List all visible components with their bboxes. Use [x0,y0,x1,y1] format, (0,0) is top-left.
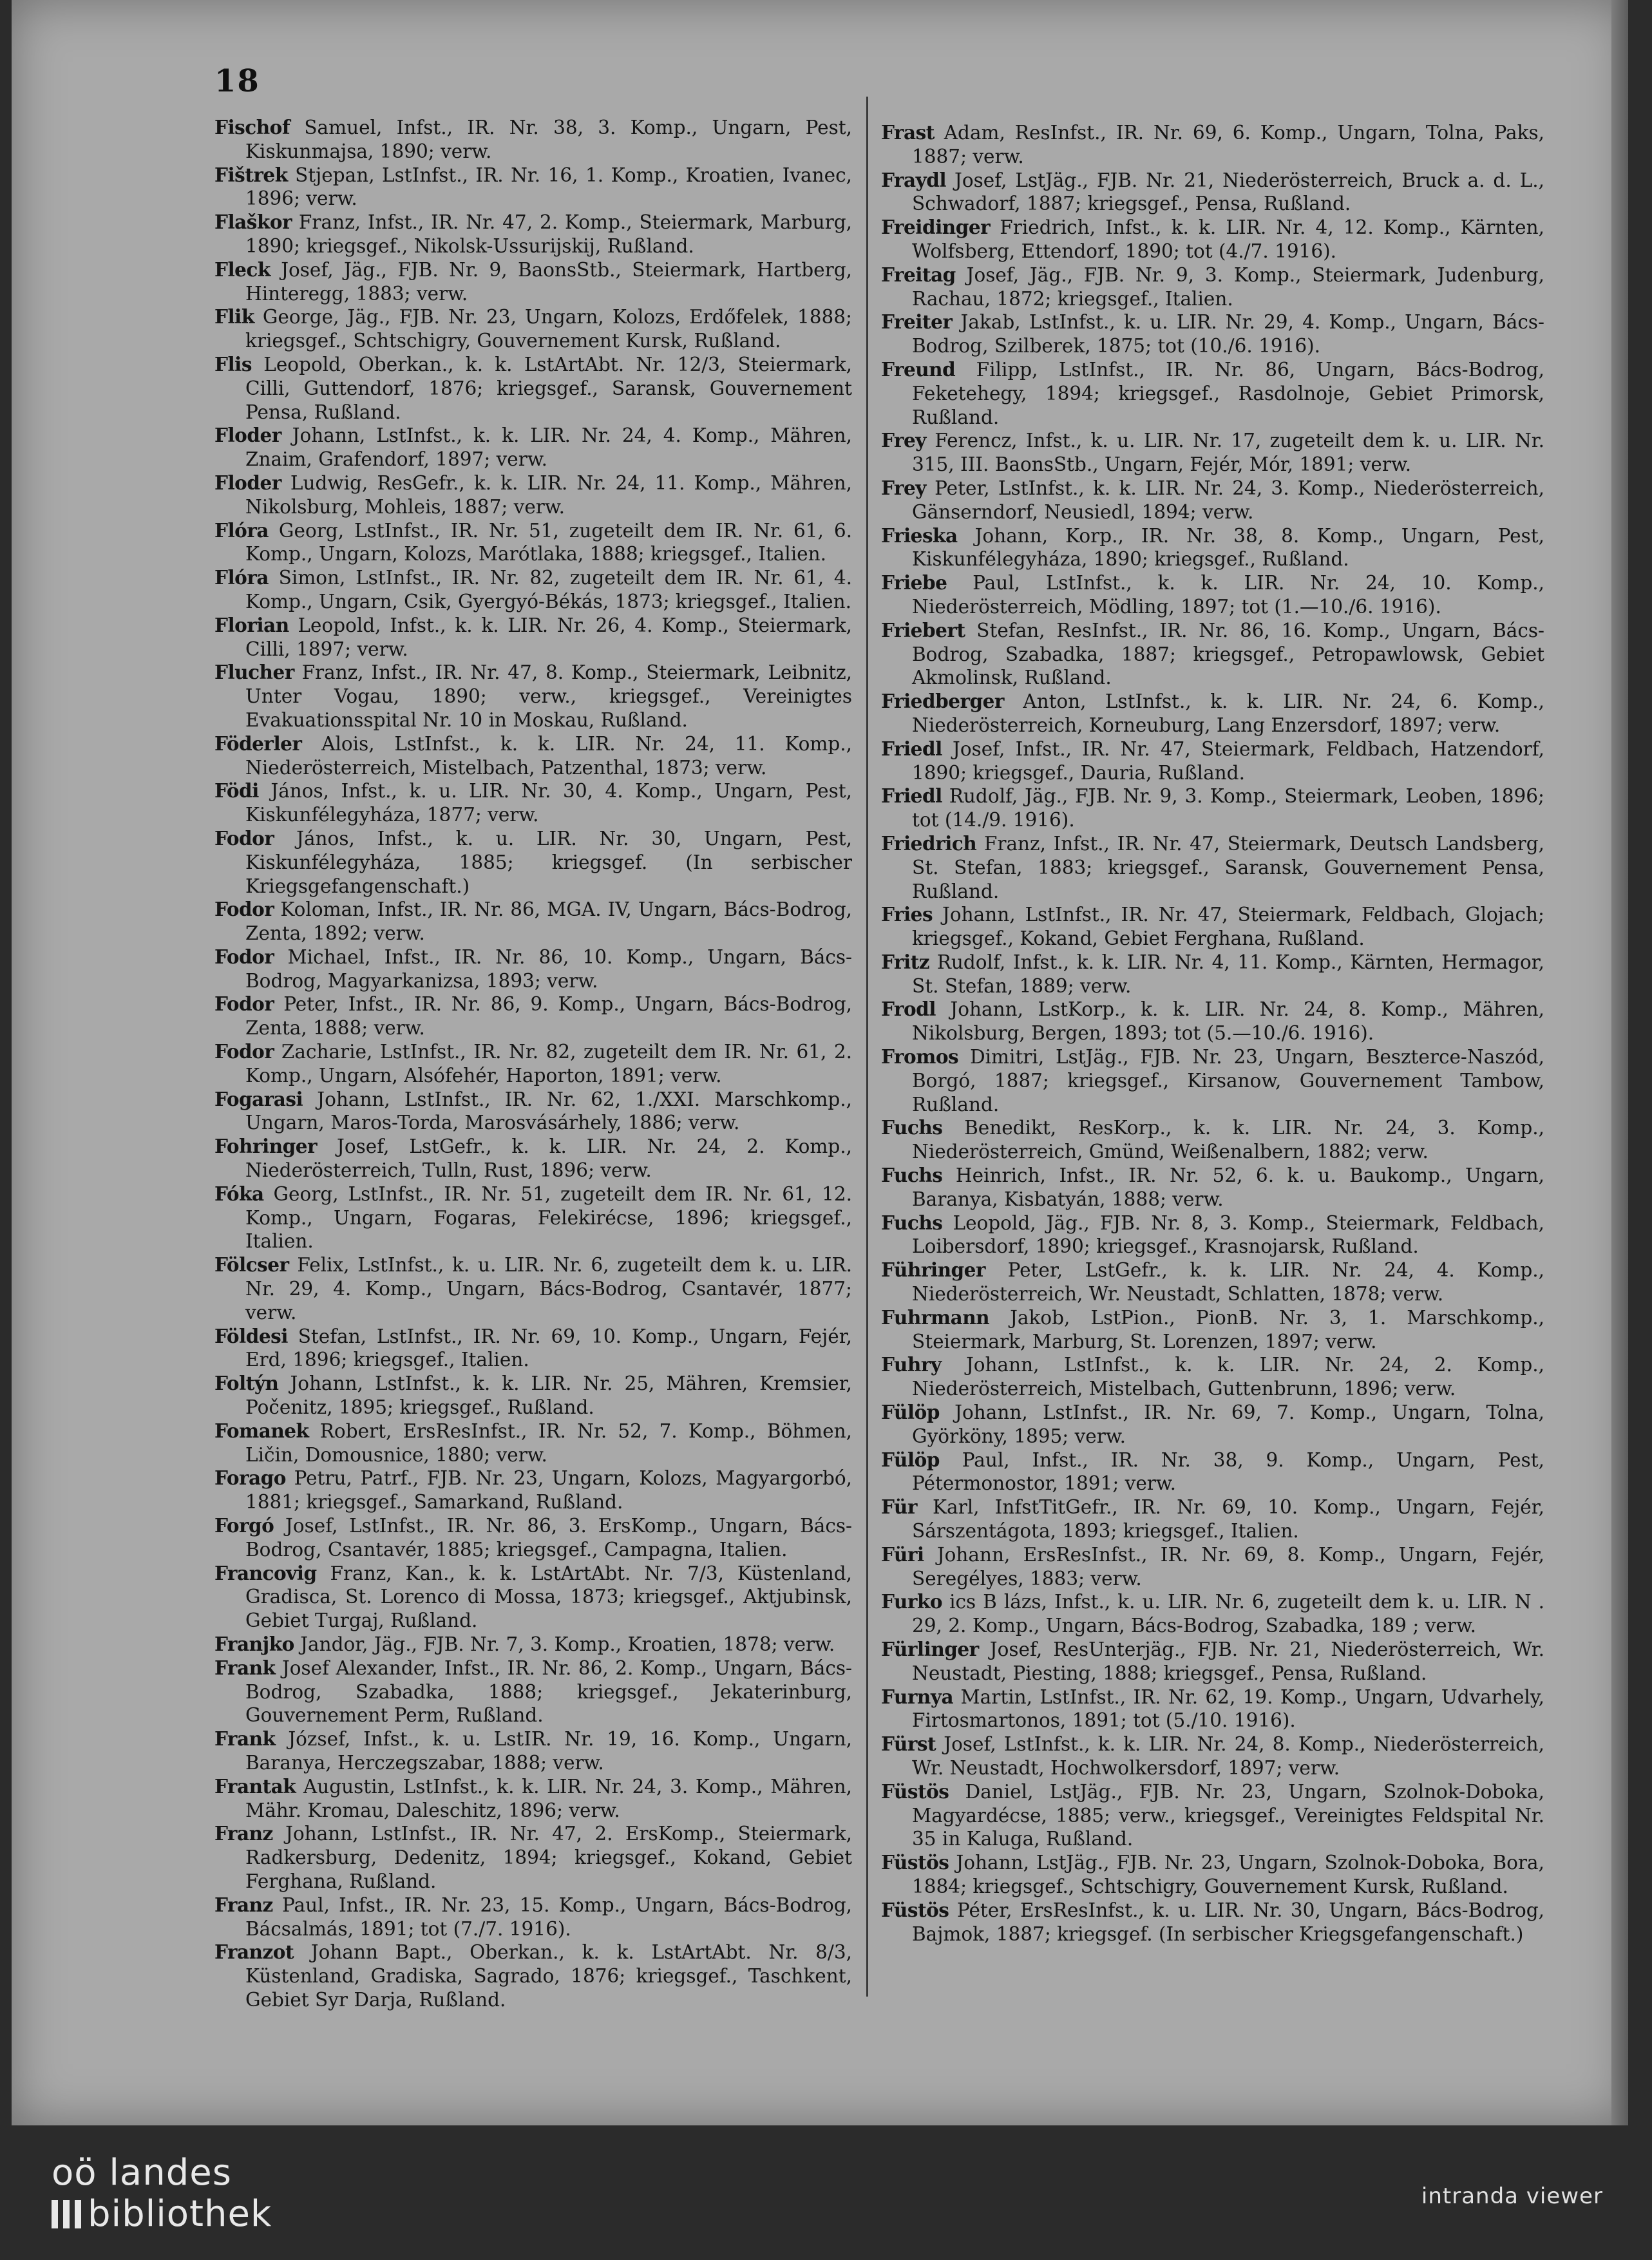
entry-details: Johann, LstInfst., IR. Nr. 69, 7. Komp., Ungarn, Tolna, Györköny, 1895; verw. [912,1401,1544,1447]
register-entry [214,1135,852,1182]
entry-surname: Furnya [881,1685,954,1708]
entry-surname: Fürlinger [881,1638,979,1660]
entry-surname: Frey [881,476,926,499]
register-entry [214,779,852,827]
entry-details: Leopold, Infst., k. k. LIR. Nr. 26, 4. Komp., Steiermark, Cilli, 1897; verw. [245,614,852,660]
register-entry [881,832,1544,903]
entry-surname: Floder [214,424,281,447]
entry-surname: Frodl [881,998,936,1021]
entry-surname: Fohringer [214,1135,318,1158]
entry-surname: Friebe [881,571,947,594]
entry-details: Georg, LstInfst., IR. Nr. 51, zugeteilt dem IR. Nr. 61, 12. Komp., Ungarn, Fogaras, Felekirécse, 1896; kriegsgef., Italien. [245,1182,852,1253]
entry-surname: Fuchs [881,1211,943,1234]
entry-surname: Fülöp [881,1401,940,1424]
entry-details: Benedikt, ResKorp., k. k. LIR. Nr. 24, 3. Komp., Niederösterreich, Gmünd, Weißenalbern, 1882; verw. [912,1117,1544,1163]
entry-surname: Füstös [881,1780,949,1803]
entry-surname: Führinger [881,1258,985,1282]
register-entry [881,998,1544,1045]
entry-details: Stefan, ResInfst., IR. Nr. 86, 16. Komp., Ungarn, Bács-Bodrog, Szabadka, 1887; kriegsgef., Petropawlowsk, Gebiet Akmolinsk, Rußland. [912,619,1544,689]
entry-surname: Fülöp [881,1448,940,1471]
register-entry [214,1420,852,1467]
register-entry [214,471,852,519]
entry-surname: Furko [881,1590,943,1613]
register-entry [881,784,1544,832]
entry-details: Johann, LstInfst., IR. Nr. 47, 2. ErsKomp., Steiermark, Radkersburg, Dedenitz, 1894; kriegsgef., Kokand, Gebiet Ferghana, Rußland. [245,1823,852,1892]
entry-details: Jandor, Jäg., FJB. Nr. 7, 3. Komp., Kroatien, 1878; verw. [300,1633,835,1655]
register-entry [881,121,1544,169]
entry-surname: Friebert [881,618,965,641]
register-entry [214,1372,852,1420]
entry-surname: Freiter [881,310,953,334]
entry-details: Josef, LstInfst., IR. Nr. 86, 3. ErsKomp., Ungarn, Bács-Bodrog, Csantavér, 1885; kriegsgef., Campagna, Italien. [245,1515,852,1561]
entry-surname: Fürst [881,1733,936,1756]
entry-surname: Fromos [881,1045,959,1068]
logo-line1: oö landes [52,2152,232,2194]
entry-surname: Fodor [214,992,274,1016]
entry-details: Filipp, LstInfst., IR. Nr. 86, Ungarn, Bács-Bodrog, Feketehegy, 1894; kriegsgef., Rasdolnoje, Gebiet Primorsk, Rußland. [912,358,1544,428]
entry-surname: Fištrek [214,163,288,186]
entry-surname: Fuchs [881,1116,943,1139]
register-entry [881,169,1544,216]
register-entry [214,164,852,211]
entry-surname: Franz [214,1822,273,1845]
register-entry [214,305,852,353]
entry-details: Dimitri, LstJäg., FJB. Nr. 23, Ungarn, Beszterce-Naszód, Borgó, 1887; kriegsgef., Kirsanow, Gouvernement Tambow, Rußland. [912,1046,1544,1116]
entry-surname: Fleck [214,258,271,281]
viewer-brand-label[interactable]: intranda viewer [1421,2183,1603,2209]
register-entry [881,619,1544,690]
entry-surname: Fóka [214,1182,264,1205]
entry-details: Josef, Jäg., FJB. Nr. 9, 3. Komp., Steiermark, Judenburg, Rachau, 1872; kriegsgef., Italien. [912,263,1544,310]
entry-details: Robert, ErsResInfst., IR. Nr. 52, 7. Komp., Böhmen, Ličin, Domousnice, 1880; verw. [245,1420,852,1466]
register-entry [214,614,852,661]
entry-details: Daniel, LstJäg., FJB. Nr. 23, Ungarn, Szolnok-Doboka, Magyardécse, 1885; verw., kriegsgef., Vereinigtes Feldspital Nr. 35 in Kaluga, Rußland. [912,1780,1544,1850]
entry-surname: Friedberger [881,690,1004,713]
register-entry [881,1306,1544,1354]
logo-line2-row [52,2194,272,2235]
entry-details: Jakob, LstPion., PionB. Nr. 3, 1. Marschkomp., Steiermark, Marburg, St. Lorenzen, 1897; verw. [912,1306,1544,1353]
entry-details: Johann, LstInfst., k. k. LIR. Nr. 25, Mähren, Kremsier, Počenitz, 1895; kriegsgef., Rußland. [245,1372,852,1419]
entry-details: Jakab, LstInfst., k. u. LIR. Nr. 29, 4. Komp., Ungarn, Bács-Bodrog, Szilberek, 1875; tot (10./6. 1916). [912,311,1544,357]
register-entry [214,1182,852,1253]
register-entry [214,1253,852,1324]
entry-surname: Fritz [881,950,930,973]
entry-surname: Fraydl [881,168,947,191]
entry-surname: Fogarasi [214,1087,303,1110]
scanned-page [12,0,1628,2125]
entry-surname: Freitag [881,263,956,286]
register-entry [881,1543,1544,1591]
entry-details: Zacharie, LstInfst., IR. Nr. 82, zugeteilt dem IR. Nr. 61, 2. Komp., Ungarn, Alsófehér, Haporton, 1891; verw. [245,1041,852,1087]
entry-details: Johann, Korp., IR. Nr. 38, 8. Komp., Ungarn, Pest, Kiskunfélegyháza, 1890; kriegsgef., Rußland. [912,524,1544,571]
entry-details: János, Infst., k. u. LIR. Nr. 30, Ungarn, Pest, Kiskunfélegyháza, 1885; kriegsgef. (In serbischer Kriegsgefangenschaft.) [245,827,852,897]
entry-surname: Fodor [214,1040,274,1063]
register-entry [881,524,1544,572]
entry-surname: Füstös [881,1851,949,1874]
entry-details: Alois, LstInfst., k. k. LIR. Nr. 24, 11. Komp., Niederösterreich, Mistelbach, Patzenthal, 1873; verw. [245,732,852,779]
entry-surname: Forago [214,1467,286,1490]
entry-surname: Friedrich [881,831,977,855]
entry-surname: Foltýn [214,1372,279,1395]
register-entry [881,903,1544,951]
entry-details: Johann, ErsResInfst., IR. Nr. 69, 8. Komp., Ungarn, Fejér, Seregélyes, 1883; verw. [912,1543,1544,1590]
register-entry [881,1211,1544,1259]
entry-details: Josef, Infst., IR. Nr. 47, Steiermark, Feldbach, Hatzendorf, 1890; kriegsgef., Dauria, Rußland. [912,737,1544,784]
register-entry [214,116,852,164]
entry-details: Josef Alexander, Infst., IR. Nr. 86, 2. Komp., Ungarn, Bács-Bodrog, Szabadka, 1888; kriegsgef., Jekaterinburg, Gouvernement Perm, Rußland. [245,1657,852,1727]
register-entry [214,1633,852,1657]
entry-details: Rudolf, Jäg., FJB. Nr. 9, 3. Komp., Steiermark, Leoben, 1896; tot (14./9. 1916). [912,785,1544,831]
register-entry [881,1164,1544,1211]
entry-details: Friedrich, Infst., k. k. LIR. Nr. 4, 12. Komp., Kärnten, Wolfsberg, Ettendorf, 1890; tot (4./7. 1916). [912,216,1544,262]
register-entry [214,1467,852,1514]
entry-surname: Flis [214,352,252,375]
entry-details: Karl, InfstTitGefr., IR. Nr. 69, 10. Komp., Ungarn, Fejér, Sárszentágota, 1893; kriegsgef., Italien. [912,1496,1544,1543]
register-entry [214,519,852,567]
entry-details: Peter, LstInfst., k. k. LIR. Nr. 24, 3. Komp., Niederösterreich, Gänserndorf, Neusiedl, 1894; verw. [912,477,1544,523]
register-entry [214,1775,852,1823]
entry-details: George, Jäg., FJB. Nr. 23, Ungarn, Kolozs, Erdőfelek, 1888; kriegsgef., Schtschigry, Gouvernement Kursk, Rußland. [245,306,852,352]
register-entry [881,571,1544,619]
entry-details: Franz, Infst., IR. Nr. 47, 8. Komp., Steiermark, Leibnitz, Unter Vogau, 1890; verw., kriegsgef., Vereinigtes Evakuationsspital Nr. 10 in Moskau, Rußland. [245,661,852,731]
register-entry [214,353,852,424]
entry-details: Paul, LstInfst., k. k. LIR. Nr. 24, 10. Komp., Niederösterreich, Mödling, 1897; tot (1.—10./6. 1916). [912,572,1544,618]
entry-surname: Frey [881,429,926,452]
entry-details: Georg, LstInfst., IR. Nr. 51, zugeteilt dem IR. Nr. 61, 6. Komp., Ungarn, Kolozs, Marótlaka, 1888; kriegsgef., Italien. [245,519,852,565]
entry-surname: Fuhrmann [881,1306,990,1329]
entry-details: Franz, Kan., k. k. LstArtAbt. Nr. 7/3, Küstenland, Gradisca, St. Lorenco di Mossa, 1873; kriegsgef., Aktjubinsk, Gebiet Turgaj, Rußland. [245,1562,852,1632]
entry-surname: Frieska [881,524,958,547]
logo-line2: bibliothek [88,2193,272,2235]
register-entry [214,1727,852,1775]
entry-details: Anton, LstInfst., k. k. LIR. Nr. 24, 6. Komp., Niederösterreich, Korneuburg, Lang Enzersdorf, 1897; verw. [912,690,1544,736]
column-divider [866,97,868,1997]
entry-details: Paul, Infst., IR. Nr. 23, 15. Komp., Ungarn, Bács-Bodrog, Bácsalmás, 1891; tot (7./7. 1916). [245,1894,852,1940]
library-logo[interactable] [52,2152,272,2235]
entry-surname: Füri [881,1543,924,1566]
register-entry [881,1258,1544,1306]
entry-surname: Födi [214,779,259,802]
entry-details: Felix, LstInfst., k. u. LIR. Nr. 6, zugeteilt dem k. u. LIR. Nr. 29, 4. Komp., Ungarn, Bács-Bodrog, Csantavér, 1877; verw. [245,1254,852,1324]
register-entry [214,732,852,780]
entry-surname: Frank [214,1656,276,1679]
entry-details: Michael, Infst., IR. Nr. 86, 10. Komp., Ungarn, Bács-Bodrog, Magyarkanizsa, 1893; verw. [245,945,852,992]
register-entry [214,566,852,614]
entry-details: Leopold, Jäg., FJB. Nr. 8, 3. Komp., Steiermark, Feldbach, Loibersdorf, 1890; kriegsgef., Krasnojarsk, Rußland. [912,1211,1544,1258]
entry-surname: Flaškor [214,211,292,234]
register-entry [881,1448,1544,1496]
register-entry [881,1780,1544,1851]
entry-surname: Francovig [214,1561,317,1584]
entry-surname: Fuchs [881,1164,943,1187]
register-entry [214,898,852,945]
entry-details: Josef, Jäg., FJB. Nr. 9, BaonsStb., Steiermark, Hartberg, Hinteregg, 1883; verw. [245,258,852,305]
entry-details: Martin, LstInfst., IR. Nr. 62, 19. Komp., Ungarn, Udvarhely, Firtosmartonos, 1891; tot (5./10. 1916). [912,1686,1544,1732]
register-entry [214,1088,852,1135]
register-entry [214,992,852,1040]
entry-surname: Franjko [214,1633,294,1655]
entry-details: Peter, LstGefr., k. k. LIR. Nr. 24, 4. Komp., Niederösterreich, Wr. Neustadt, Schlatten, 1878; verw. [912,1259,1544,1306]
right-column [881,121,1544,1946]
entry-details: Johann, LstKorp., k. k. LIR. Nr. 24, 8. Komp., Mähren, Nikolsburg, Bergen, 1893; tot (5.—10./6. 1916). [912,998,1544,1045]
entry-details: Johann, LstInfst., k. k. LIR. Nr. 24, 4. Komp., Mähren, Znaim, Grafendorf, 1897; verw. [245,424,852,471]
register-entry [214,258,852,306]
entry-surname: Freidinger [881,216,991,239]
register-entry [881,1590,1544,1638]
page-edge [1611,0,1628,2125]
register-entry [214,1514,852,1562]
page-number: 18 [214,63,260,99]
entry-surname: Föderler [214,732,302,755]
entry-surname: Freund [881,357,956,381]
entry-surname: Fölcser [214,1253,289,1277]
register-entry [214,827,852,898]
register-entry [881,1401,1544,1448]
entry-details: Josef, LstJäg., FJB. Nr. 21, Niederösterreich, Bruck a. d. L., Schwadorf, 1887; kriegsgef., Pensa, Rußland. [912,169,1544,215]
entry-details: Adam, ResInfst., IR. Nr. 69, 6. Komp., Ungarn, Tolna, Paks, 1887; verw. [912,122,1544,167]
register-entry [214,945,852,993]
register-entry [881,1638,1544,1686]
register-entry [881,1045,1544,1116]
entry-details: Franz, Infst., IR. Nr. 47, Steiermark, Deutsch Landsberg, St. Stefan, 1883; kriegsgef., Saransk, Gouvernement Pensa, Rußland. [912,832,1544,902]
register-entry [214,424,852,471]
entry-details: Johann, LstJäg., FJB. Nr. 23, Ungarn, Szolnok-Doboka, Bora, 1884; kriegsgef., Schtschigry, Gouvernement Kursk, Rußland. [912,1852,1544,1897]
register-entry [214,1562,852,1633]
register-entry [881,1686,1544,1733]
register-entry [214,1894,852,1941]
entry-surname: Flik [214,305,254,328]
entry-surname: Frast [881,121,935,144]
entry-details: Augustin, LstInfst., k. k. LIR. Nr. 24, 3. Komp., Mähren, Mähr. Kromau, Daleschitz, 1896; verw. [245,1775,852,1821]
entry-surname: Fodor [214,945,274,968]
entry-details: Johann, LstInfst., IR. Nr. 47, Steiermark, Feldbach, Glojach; kriegsgef., Kokand, Gebiet Ferghana, Rußland. [912,904,1544,950]
entry-surname: Friedl [881,784,942,808]
entry-surname: Friedl [881,737,942,760]
register-entry [214,661,852,732]
entry-surname: Fries [881,903,933,926]
register-entry [881,216,1544,263]
entry-surname: Frank [214,1727,276,1751]
entry-details: Paul, Infst., IR. Nr. 38, 9. Komp., Ungarn, Pest, Pétermonostor, 1891; verw. [912,1448,1544,1495]
register-entry [881,310,1544,358]
register-entry [214,1657,852,1727]
entry-details: Ferencz, Infst., k. u. LIR. Nr. 17, zugeteilt dem k. u. LIR. Nr. 315, III. BaonsStb., Ungarn, Fejér, Mór, 1891; verw. [912,430,1544,476]
entry-details: Johann, LstInfst., k. k. LIR. Nr. 24, 2. Komp., Niederösterreich, Mistelbach, Guttenbrunn, 1896; verw. [912,1354,1544,1400]
register-entry [214,1040,852,1088]
register-entry [881,951,1544,998]
entry-surname: Franz [214,1893,273,1916]
entry-surname: Fodor [214,826,274,850]
entry-details: Koloman, Infst., IR. Nr. 86, MGA. IV, Ungarn, Bács-Bodrog, Zenta, 1892; verw. [245,898,852,945]
logo-bars-icon [52,2200,81,2228]
entry-details: ics B lázs, Infst., k. u. LIR. Nr. 6, zugeteilt dem k. u. LIR. N . 29, 2. Komp., Ungarn, Bács-Bodrog, Szabadka, 189 ; verw. [912,1591,1544,1637]
entry-surname: Für [881,1496,917,1519]
entry-details: Heinrich, Infst., IR. Nr. 52, 6. k. u. Baukomp., Ungarn, Baranya, Kisbatyán, 1888; verw. [912,1164,1544,1210]
entry-surname: Floder [214,471,281,494]
register-entry [881,1899,1544,1946]
entry-surname: Frantak [214,1774,296,1798]
entry-details: Péter, ErsResInfst., k. u. LIR. Nr. 30, Ungarn, Bács-Bodrog, Bajmok, 1887; kriegsgef. (In serbischer Kriegsgefangenschaft.) [912,1899,1544,1945]
register-entry [881,1733,1544,1780]
register-entry [881,1496,1544,1543]
register-entry [214,1822,852,1893]
register-entry [214,1941,852,2011]
register-entry [881,1116,1544,1164]
register-entry [881,737,1544,785]
register-entry [881,477,1544,524]
entry-details: Ludwig, ResGefr., k. k. LIR. Nr. 24, 11. Komp., Mähren, Nikolsburg, Mohleis, 1887; verw. [245,471,852,518]
entry-details: Josef, LstInfst., k. k. LIR. Nr. 24, 8. Komp., Niederösterreich, Wr. Neustadt, Hochwolkersdorf, 1897; verw. [912,1733,1544,1779]
entry-surname: Flóra [214,518,269,542]
entry-surname: Franzot [214,1941,294,1964]
entry-details: Josef, LstGefr., k. k. LIR. Nr. 24, 2. Komp., Niederösterreich, Tulln, Rust, 1896; verw. [245,1135,852,1182]
entry-details: Samuel, Infst., IR. Nr. 38, 3. Komp., Ungarn, Pest, Kiskunmajsa, 1890; verw. [245,117,852,162]
entry-details: Rudolf, Infst., k. k. LIR. Nr. 4, 11. Komp., Kärnten, Hermagor, St. Stefan, 1889; verw. [912,951,1544,997]
entry-surname: Füstös [881,1898,949,1921]
entry-surname: Fuhry [881,1353,942,1376]
entry-details: Johann, LstInfst., IR. Nr. 62, 1./XXI. Marschkomp., Ungarn, Maros-Torda, Marosvásárhely, 1886; verw. [245,1088,852,1134]
entry-surname: Flucher [214,661,294,684]
entry-details: János, Infst., k. u. LIR. Nr. 30, 4. Komp., Ungarn, Pest, Kiskunfélegyháza, 1877; verw. [245,780,852,826]
entry-details: Stefan, LstInfst., IR. Nr. 69, 10. Komp., Ungarn, Fejér, Erd, 1896; kriegsgef., Italien. [245,1325,852,1371]
entry-surname: Földesi [214,1324,288,1347]
entry-surname: Forgó [214,1514,274,1537]
entry-details: Petru, Patrf., FJB. Nr. 23, Ungarn, Kolozs, Magyargorbó, 1881; kriegsgef., Samarkand, Rußland. [245,1467,852,1514]
register-entry [881,690,1544,737]
register-entry [881,1353,1544,1401]
register-entry [881,263,1544,311]
left-column [214,116,852,2012]
register-entry [881,429,1544,477]
register-entry [881,358,1544,429]
entry-details: Peter, Infst., IR. Nr. 86, 9. Komp., Ungarn, Bács-Bodrog, Zenta, 1888; verw. [245,993,852,1040]
entry-surname: Florian [214,613,289,636]
entry-details: Josef, ResUnterjäg., FJB. Nr. 21, Niederösterreich, Wr. Neustadt, Piesting, 1888; kriegsgef., Pensa, Rußland. [912,1638,1544,1684]
viewer-footer [0,2138,1652,2260]
entry-details: Leopold, Oberkan., k. k. LstArtAbt. Nr. 12/3, Steiermark, Cilli, Guttendorf, 1876; kriegsgef., Saransk, Gouvernement Pensa, Rußland. [245,353,852,423]
entry-details: Stjepan, LstInfst., IR. Nr. 16, 1. Komp., Kroatien, Ivanec, 1896; verw. [245,164,852,210]
entry-surname: Fomanek [214,1419,309,1442]
register-entry [214,211,852,258]
register-entry [214,1325,852,1372]
register-entry [881,1851,1544,1899]
entry-details: Franz, Infst., IR. Nr. 47, 2. Komp., Steiermark, Marburg, 1890; kriegsgef., Nikolsk-Ussurijskij, Rußland. [245,211,852,257]
entry-surname: Fischof [214,116,290,138]
entry-details: József, Infst., k. u. LstIR. Nr. 19, 16. Komp., Ungarn, Baranya, Herczegszabar, 1888; verw. [245,1728,852,1774]
entry-details: Simon, LstInfst., IR. Nr. 82, zugeteilt dem IR. Nr. 61, 4. Komp., Ungarn, Csik, Gyergyó-Békás, 1873; kriegsgef., Italien. [245,567,852,612]
entry-surname: Flóra [214,566,269,589]
entry-details: Johann Bapt., Oberkan., k. k. LstArtAbt. Nr. 8/3, Küstenland, Gradiska, Sagrado, 1876; kriegsgef., Taschkent, Gebiet Syr Darja, Rußland. [245,1941,852,2011]
entry-surname: Fodor [214,898,274,921]
